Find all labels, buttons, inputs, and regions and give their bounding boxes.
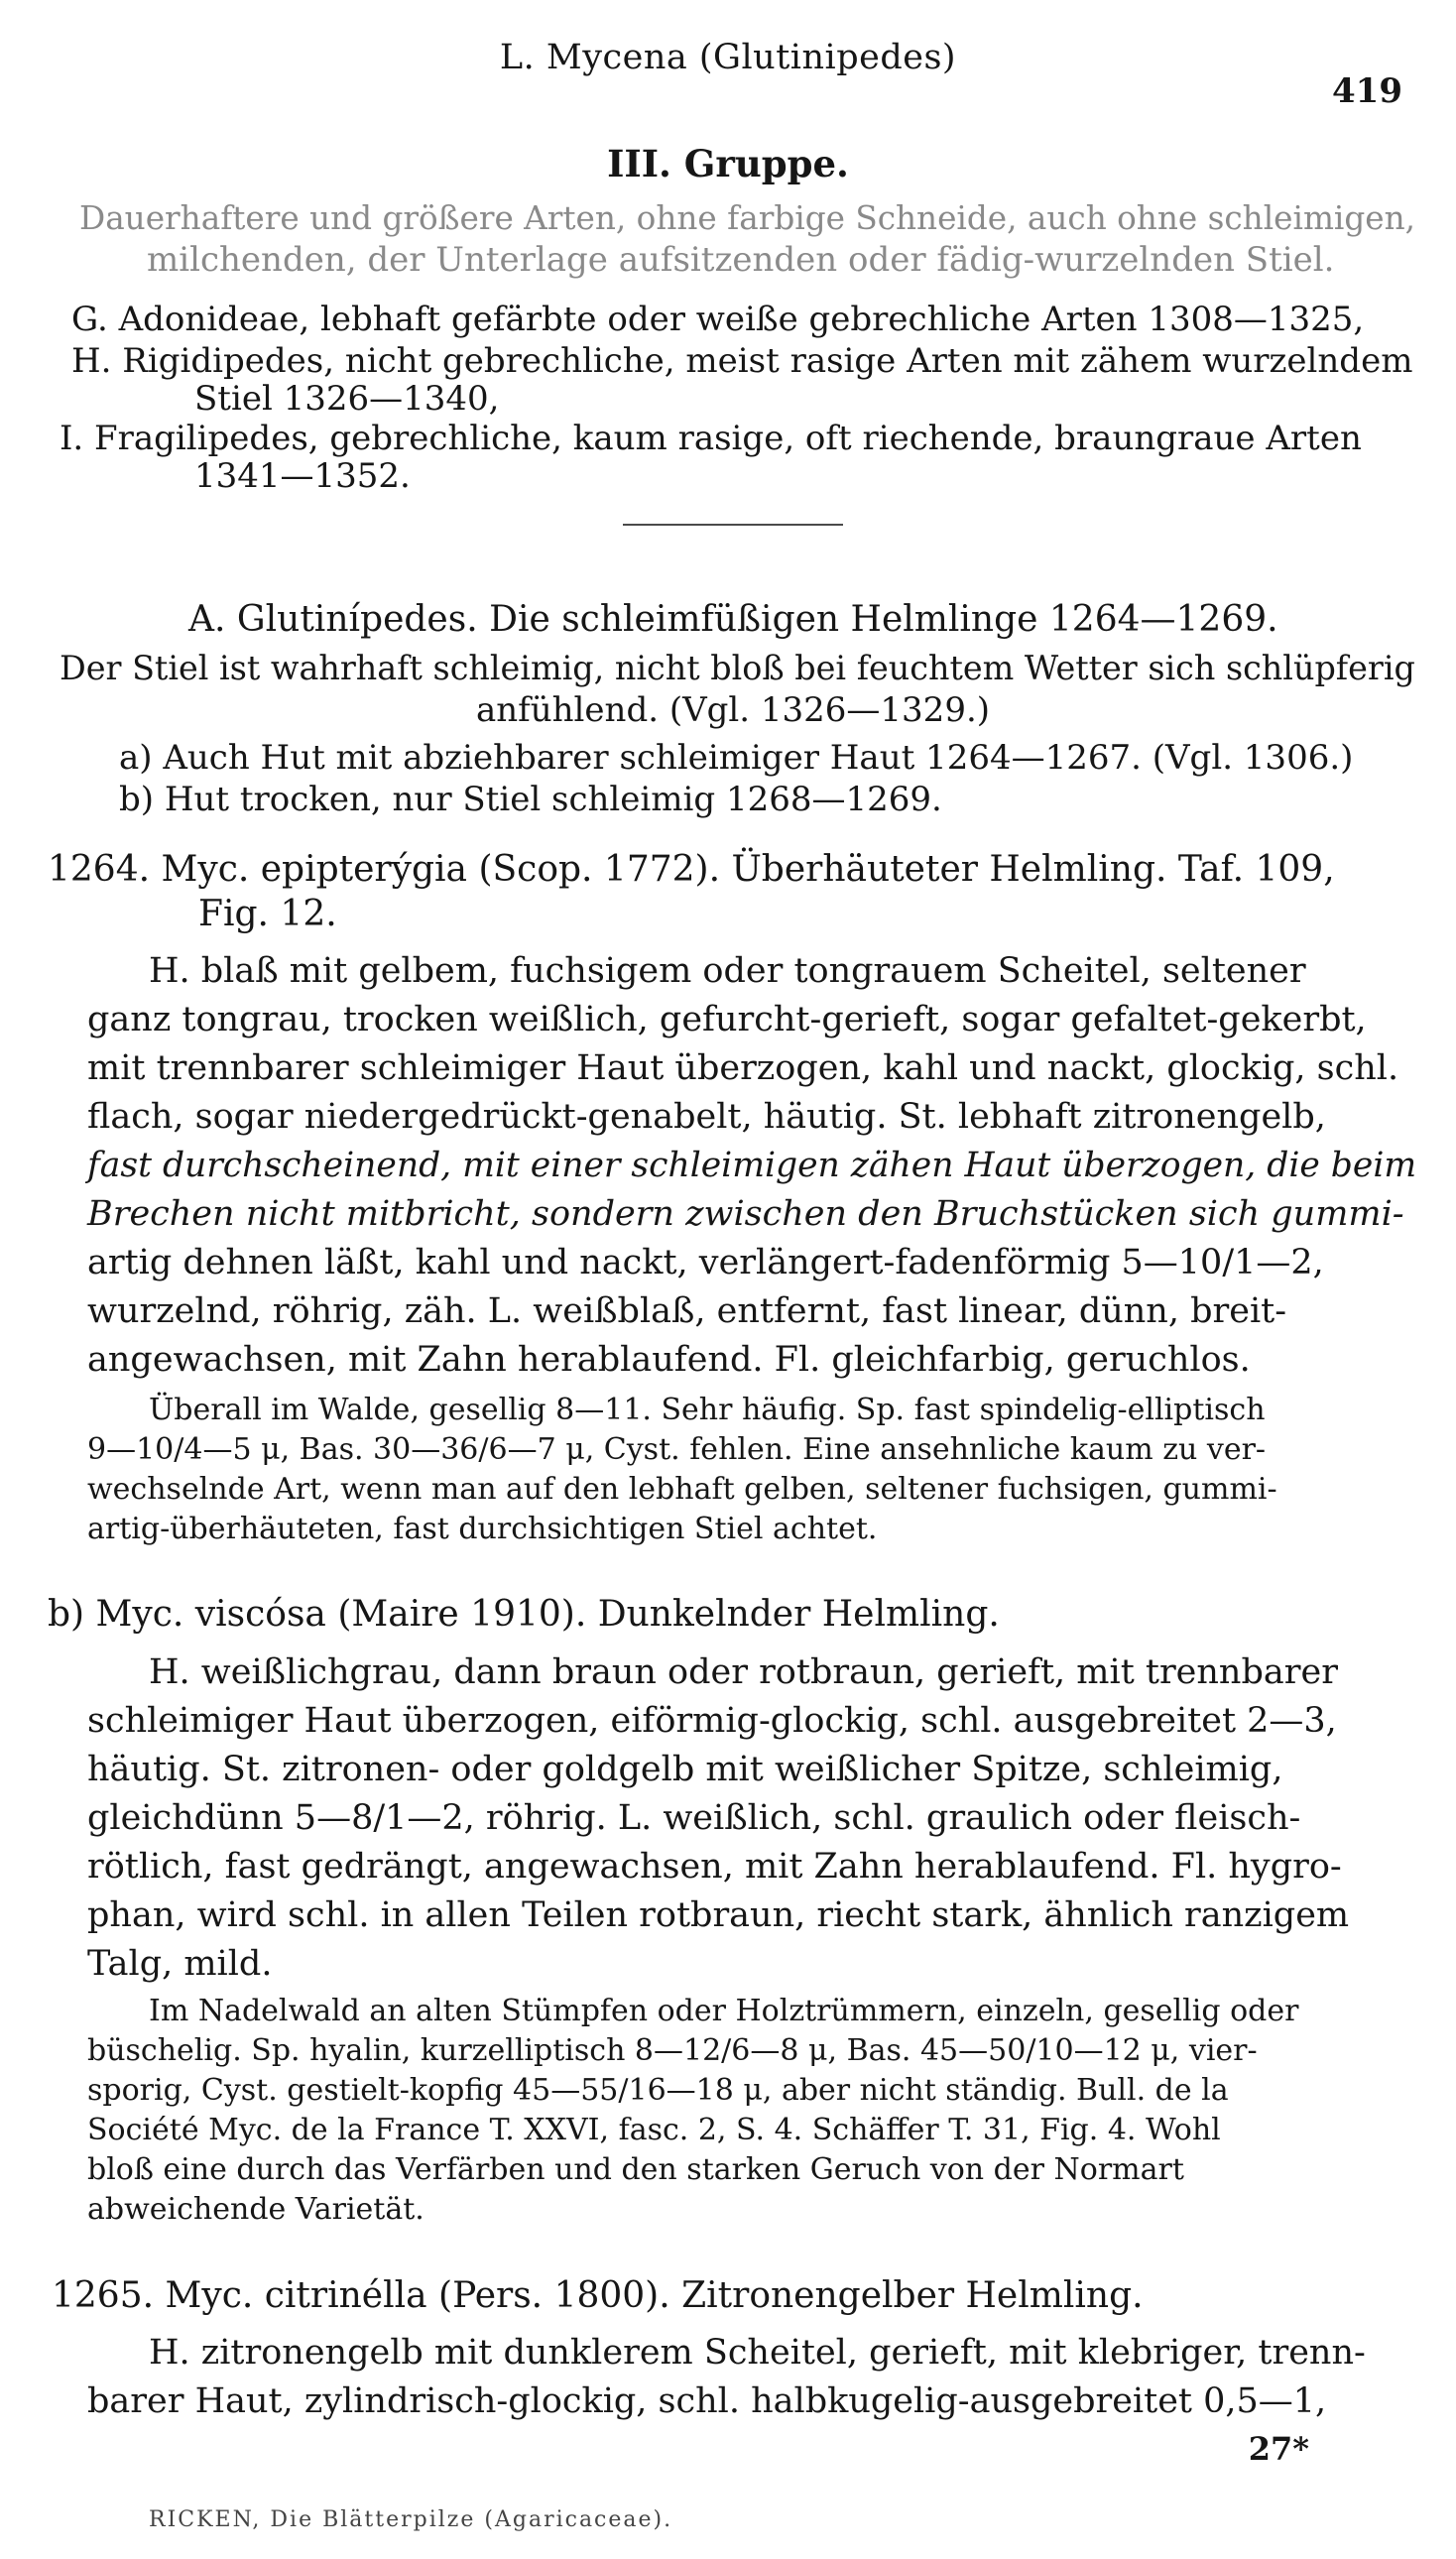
entry-1264-text: wurzelnd, röhrig, zäh. L. weißblaß, entfernt, fast linear, dünn, breit- <box>87 1291 1287 1331</box>
entry-viscosa-note: bloß eine durch das Verfärben und den starken Geruch von der Normart <box>87 2152 1184 2187</box>
section-divider <box>623 524 843 526</box>
page-number: 419 <box>1332 71 1402 111</box>
subgroup-h: H. Rigidipedes, nicht gebrechliche, meist rasige Arten mit zähem wurzelndem <box>71 341 1413 381</box>
entry-viscosa-note: Société Myc. de la France T. XXVI, fasc. 2, S. 4. Schäffer T. 31, Fig. 4. Wohl <box>87 2113 1221 2147</box>
entry-1265-text: H. zitronengelb mit dunklerem Scheitel, gerieft, mit klebriger, trenn- <box>149 2333 1366 2373</box>
group-title: III. Gruppe. <box>607 142 849 185</box>
subgroup-h-cont: Stiel 1326—1340, <box>194 379 500 419</box>
entry-1264-text: H. blaß mit gelbem, fuchsigem oder tongrauem Scheitel, seltener <box>149 951 1306 991</box>
subgroup-g: G. Adonideae, lebhaft gefärbte oder weiße gebrechliche Arten 1308—1325, <box>71 300 1365 339</box>
section-a-heading: A. Glutinípedes. Die schleimfüßigen Helmlinge 1264—1269. <box>188 599 1278 640</box>
subgroup-i: I. Fragilipedes, gebrechliche, kaum rasige, oft riechende, braungraue Arten <box>60 419 1362 458</box>
entry-1264-text: Brechen nicht mitbricht, sondern zwischen den Bruchstücken sich gummi- <box>87 1194 1404 1234</box>
entry-viscosa-text: schleimiger Haut überzogen, eiförmig-glockig, schl. ausgebreitet 2—3, <box>87 1701 1337 1741</box>
entry-1264-note: wechselnde Art, wenn man auf den lebhaft gelben, seltener fuchsigen, gummi- <box>87 1472 1277 1507</box>
entry-viscosa-text: H. weißlichgrau, dann braun oder rotbraun, gerieft, mit trennbarer <box>149 1652 1338 1692</box>
entry-viscosa-note: abweichende Varietät. <box>87 2192 425 2227</box>
entry-viscosa-note: sporig, Cyst. gestielt-kopfig 45—55/16—18 μ, aber nicht ständig. Bull. de la <box>87 2073 1229 2108</box>
entry-1265-text: barer Haut, zylindrisch-glockig, schl. halbkugelig-ausgebreitet 0,5—1, <box>87 2381 1327 2421</box>
entry-1264-text: mit trennbarer schleimiger Haut überzogen, kahl und nackt, glockig, schl. <box>87 1048 1399 1088</box>
entry-viscosa-text: phan, wird schl. in allen Teilen rotbraun, riecht stark, ähnlich ranzigem <box>87 1895 1350 1935</box>
entry-1264-note: artig-überhäuteten, fast durchsichtigen Stiel achtet. <box>87 1512 878 1546</box>
running-header: L. Mycena (Glutinipedes) <box>499 38 957 77</box>
entry-1265-title: 1265. Myc. citrinélla (Pers. 1800). Zitronengelber Helmling. <box>52 2275 1144 2316</box>
entry-1264-title: 1264. Myc. epipterýgia (Scop. 1772). Überhäuteter Helmling. Taf. 109, <box>48 849 1335 890</box>
entry-1264-text: fast durchscheinend, mit einer schleimigen zähen Haut überzogen, die beim <box>87 1146 1417 1185</box>
entry-1264-title-cont: Fig. 12. <box>198 894 337 934</box>
entry-1264-text: ganz tongrau, trocken weißlich, gefurcht-gerieft, sogar gefaltet-gekerbt, <box>87 1000 1367 1039</box>
entry-1264-text: artig dehnen läßt, kahl und nackt, verlängert-fadenförmig 5—10/1—2, <box>87 1243 1324 1282</box>
entry-viscosa-title: b) Myc. viscósa (Maire 1910). Dunkelnder Helmling. <box>48 1594 1000 1635</box>
entry-1264-text: angewachsen, mit Zahn herablaufend. Fl. gleichfarbig, geruchlos. <box>87 1340 1251 1380</box>
entry-1264-note: Überall im Walde, gesellig 8—11. Sehr häufig. Sp. fast spindelig-elliptisch <box>149 1393 1266 1427</box>
entry-1264-text: flach, sogar niedergedrückt-genabelt, häutig. St. lebhaft zitronengelb, <box>87 1097 1326 1137</box>
group-intro-line <box>79 196 1416 240</box>
section-a-key-b: b) Hut trocken, nur Stiel schleimig 1268—1269. <box>119 780 942 819</box>
entry-viscosa-text: Talg, mild. <box>87 1944 273 1984</box>
section-a-key-a: a) Auch Hut mit abziehbarer schleimiger Haut 1264—1267. (Vgl. 1306.) <box>119 738 1354 778</box>
entry-viscosa-note: büschelig. Sp. hyalin, kurzelliptisch 8—12/6—8 μ, Bas. 45—50/10—12 μ, vier- <box>87 2033 1258 2068</box>
signature-mark: 27* <box>1248 2430 1309 2468</box>
subgroup-i-cont: 1341—1352. <box>194 456 411 496</box>
entry-viscosa-text: gleichdünn 5—8/1—2, röhrig. L. weißlich, schl. graulich oder fleisch- <box>87 1798 1301 1838</box>
entry-1264-note: 9—10/4—5 μ, Bas. 30—36/6—7 μ, Cyst. fehlen. Eine ansehnliche kaum zu ver- <box>87 1432 1267 1467</box>
entry-viscosa-note: Im Nadelwald an alten Stümpfen oder Holztrümmern, einzeln, gesellig oder <box>149 1994 1299 2028</box>
section-a-desc: Der Stiel ist wahrhaft schleimig, nicht bloß bei feuchtem Wetter sich schlüpferig <box>60 649 1415 687</box>
section-a-desc-cont: anfühlend. (Vgl. 1326—1329.) <box>476 690 991 730</box>
faded-text: Dauerhaftere und größere Arten, ohne farbige Schneide, auch ohne schleimigen, <box>79 199 1416 237</box>
footer-imprint: RICKEN, Die Blätterpilze (Agaricaceae). <box>149 2507 673 2532</box>
faded-text: milchenden, der Unterlage aufsitzenden oder fädig-wurzelnden Stiel. <box>147 240 1335 280</box>
entry-viscosa-text: häutig. St. zitronen- oder goldgelb mit weißlicher Spitze, schleimig, <box>87 1750 1283 1789</box>
entry-viscosa-text: rötlich, fast gedrängt, angewachsen, mit Zahn herablaufend. Fl. hygro- <box>87 1847 1342 1887</box>
group-intro-line <box>147 238 1334 282</box>
